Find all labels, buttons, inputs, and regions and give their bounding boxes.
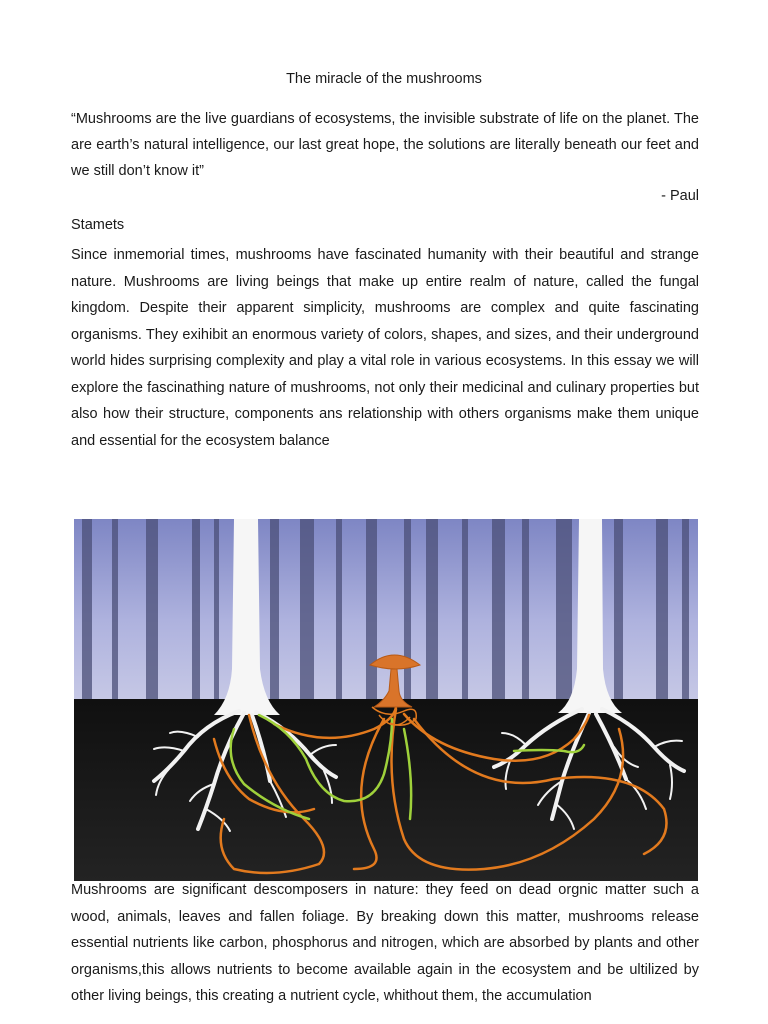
forest-sky [74,519,698,704]
document-title: The miracle of the mushrooms [286,71,482,87]
intro-paragraph: Since inmemorial times, mushrooms have fascinated humanity with their beautiful and strange nature. Mushrooms are living beings that make up entire realm of nature, called the fungal kingdom. Despite their apparent simplicity, mushrooms are complex and quite fascinating organisms. They exihibit an enormous variety of colors, shapes, and sizes, and their underground world hides surprising complexity and play a vital role in various ecosystems. In this essay we will explore the fascinathing nature of mushrooms, not only their medicinal and culinary properties but also how their structure, components ans relationship with others organisms make them unique and essential for the ecosystem balance [71,247,699,449]
quote-attribution: - Paul [661,188,699,204]
mycelium-network-illustration [74,519,698,881]
opening-quote: “Mushrooms are the live guardians of ecosystems, the invisible substrate of life on the planet. The are earth’s natural intelligence, our last great hope, the solutions are literally beneath our feet and we still don’t know it” [71,111,699,179]
body-paragraph: Mushrooms are significant descomposers in nature: they feed on dead orgnic matter such a wood, animals, leaves and fallen foliage. By breaking down this matter, mushrooms release essential nutrients like carbon, phosphorus and nitrogen, which are absorbed by plants and other organisms,this allows nutrients to become available again in the ecosystem and be ultilized by other living beings, this creating a nutrient cycle, whithout them, the accumulation [71,882,699,1004]
quote-author: Stamets [71,217,125,233]
